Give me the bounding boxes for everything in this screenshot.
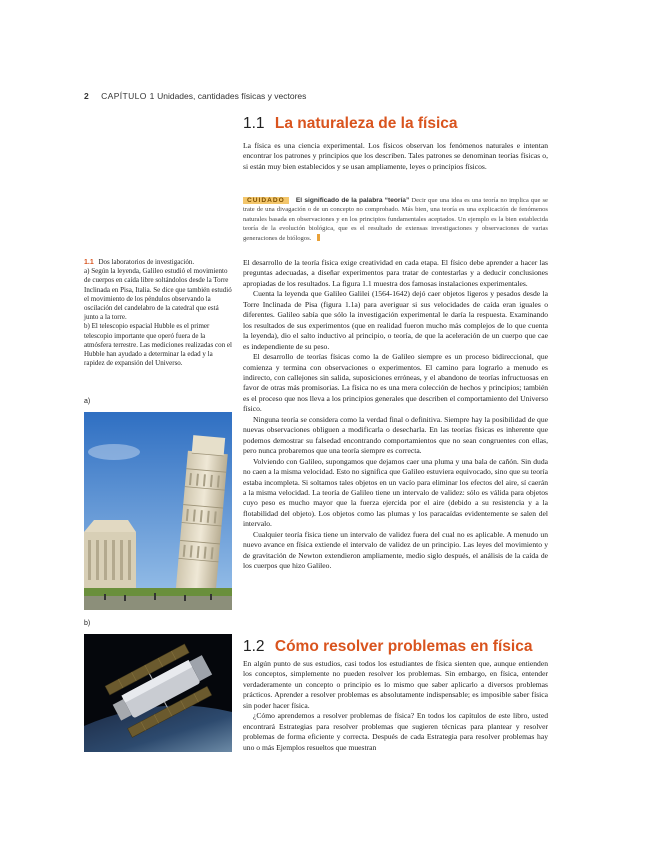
figure-caption-b: b) El telescopio espacial Hubble es el primer telescopio importante que operó fuera de la atmósfera terrestre. Las mediciones realizadas con el Hubble han ayudado a determinar la edad y la rapidez de expansión del Universo. [84, 322, 232, 368]
body-paragraph: Cualquier teoría física tiene un intervalo de validez fuera del cual no es aplicable. A menudo un nuevo avance en física extiende el intervalo de validez de un principio. Las leyes del movimiento y de gravitación de Newton extendieron ampliamente, medio siglo después, el análisis de la caída de los cuerpos que hizo Galileo. [243, 529, 548, 571]
page-number: 2 [84, 91, 89, 101]
caution-text: Decir que una idea es una teoría no implica que se trate de una divagación o de un concepto no comprobado. Más bien, una teoría es una explicación de fenómenos naturales basada en observaciones y en los principios fundamentales aceptados. Un ejemplo es la bien establecida teoría de la evolución biológica, que es el resultado de extensas investigaciones y observaciones de varias generaciones de biólogos. [243, 197, 548, 242]
figure-caption-title: Dos laboratorios de investigación. [98, 258, 195, 266]
body-paragraph: Ninguna teoría se considera como la verdad final o definitiva. Siempre hay la posibilidad de que nuevas observaciones obliguen a modificarla o desecharla. En las teorías físicas es inherente que podemos demostrar su falsedad encontrando comportamientos que no sean congruentes con ellas, pero nunca probaremos que una teoría siempre es correcta. [243, 414, 548, 456]
section-number: 1.1 [243, 115, 265, 132]
body-paragraph: Volviendo con Galileo, supongamos que dejamos caer una pluma y una bala de cañón. Sin duda no caen a la misma velocidad. Esto no significa que Galileo estuviera equivocado, sino que su teoría estaba incompleta. Si soltamos tales objetos en un vacío para eliminar los efectos del aire, sí caerán a la misma velocidad. La teoría de Galileo tiene un intervalo de validez: sólo es válida para objetos cuyo peso es mucho mayor que la fuerza ejercida por el aire (debido a su resistencia y a la flotabilidad del objeto). Los objetos como las plumas y los paracaídas evidentemente se salen del intervalo. [243, 456, 548, 529]
figure-caption [84, 258, 234, 368]
figure-number: 1.1 [84, 259, 94, 266]
leaning-tower-photo [84, 412, 232, 610]
section2-body-text [243, 659, 548, 753]
chapter-title: Unidades, cantidades físicas y vectores [157, 91, 307, 101]
body-paragraph: ¿Cómo aprendemos a resolver problemas de física? En todos los capítulos de este libro, usted encontrará Estrategias para resolver problemas que sugieren técnicas para plantear y resolver problemas de forma eficiente y correcta. Después de cada Estrategia para resolver problemas hay uno o más Ejemplos resueltos que muestran [243, 711, 548, 752]
caution-title: El significado de la palabra “teoría” [295, 197, 410, 204]
body-paragraph: En algún punto de sus estudios, casi todos los estudiantes de física sienten que, aunque entienden los conceptos, simplemente no pueden resolver los problemas. Sin embargo, en física, entender verdaderamente un concepto o principio es lo mismo que saber aplicarlo a diversos problemas prácticos. Aprender a resolver problemas es absolutamente indispensable; es imposible saber física sin poder hacer física. [243, 659, 548, 710]
section-number: 1.2 [243, 638, 265, 655]
section-heading-1-2 [243, 638, 532, 656]
hubble-telescope-photo [84, 634, 232, 752]
section-title: Cómo resolver problemas en física [274, 638, 533, 655]
section-heading-1-1 [243, 115, 458, 133]
figure-caption-a: a) Según la leyenda, Galileo estudió el movimiento de cuerpos en caída libre soltándolos desde la Torre Inclinada en Pisa, Italia. Se dice que también estudió el movimiento de los péndulos observando la oscilación del candelabro de la catedral que está junto a la torre. [84, 267, 232, 322]
body-paragraph: El desarrollo de la teoría física exige creatividad en cada etapa. El físico debe aprender a hacer las preguntas adecuadas, a diseñar experimentos para tratar de contestarlas y a deducir conclusiones apropiadas de los resultados. La figura 1.1 muestra dos famosas instalaciones experimentales. [243, 258, 548, 288]
chapter-label: CAPÍTULO 1 [101, 91, 155, 101]
section-title: La naturaleza de la física [274, 115, 458, 132]
running-header [84, 91, 306, 101]
end-mark-icon [317, 234, 320, 241]
intro-paragraph: La física es una ciencia experimental. Los físicos observan los fenómenos naturales e intentan encontrar los patrones y principios que los describen. Tales patrones se denominan teorías físicas o, si están muy bien establecidos y se usan ampliamente, leyes o principios físicos. [243, 141, 548, 171]
body-paragraph: El desarrollo de teorías físicas como la de Galileo siempre es un proceso bidireccional, que comienza y termina con observaciones o experimentos. El camino para lograrlo a menudo es indirecto, con callejones sin salida, suposiciones erróneas, y el abandono de teorías infructuosas en favor de otras más promisorias. La física no es una mera colección de hechos y principios; también es el proceso que nos lleva a los principios generales que describen el comportamiento del Universo físico. [243, 352, 548, 414]
photo-label-a: a) [84, 398, 91, 405]
intro-paragraph-block [243, 141, 548, 172]
body-paragraph: Cuenta la leyenda que Galileo Galilei (1564-1642) dejó caer objetos ligeros y pesados desde la Torre Inclinada de Pisa (figura 1.1a) para averiguar si sus velocidades de caída eran iguales o diferentes. Galileo sabía que sólo la investigación experimental le daría la respuesta. Examinando los resultados de sus experimentos (que en realidad fueron mucho más complejos de lo que cuenta la leyenda), dio el salto inductivo al principio, o teoría, de que la aceleración de un cuerpo que cae es independiente de su peso. [243, 289, 548, 351]
caution-badge: CUIDADO [243, 197, 289, 204]
photo-label-b: b) [84, 620, 91, 627]
caution-box [243, 196, 548, 243]
main-body-text [243, 258, 548, 572]
